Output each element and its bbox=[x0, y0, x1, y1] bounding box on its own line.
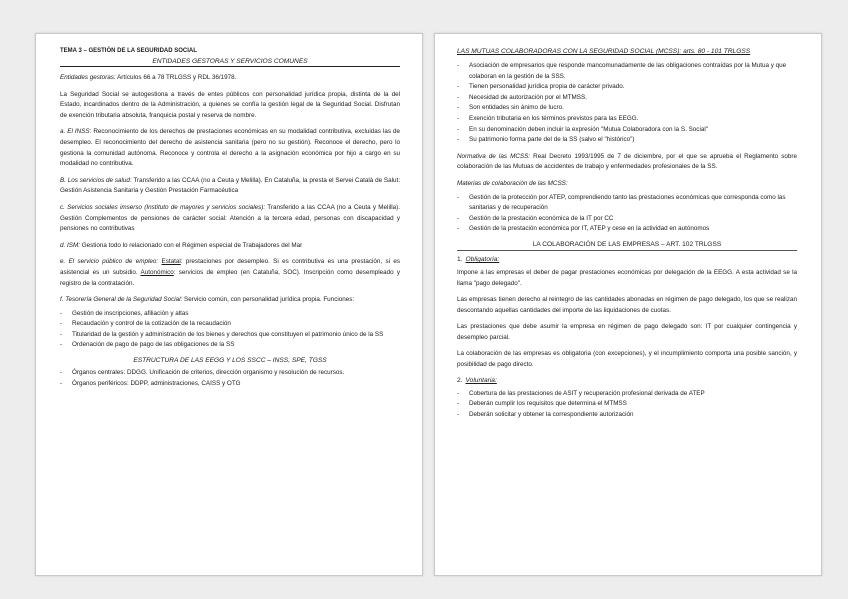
mutuas-list bbox=[457, 61, 797, 146]
para-obligatoria-4: La colaboración de las empresas es obligatoria (con excepciones), y el incumplimiento comporta una posible sanción, y posibilidad de pago directo. bbox=[457, 350, 797, 369]
para-obligatoria-3: Las prestaciones que debe asumir la empresa en régimen de pago delegado son: IT por cualquier contingencia y desempleo parcial. bbox=[457, 323, 797, 341]
section-title-entidades: ENTIDADES GESTORAS Y SERVICIOS COMUNES bbox=[60, 58, 400, 67]
subsection-voluntaria: 2. Voluntaria: bbox=[457, 376, 497, 384]
list-item: - Gestión de inscripciones, afiliación y altas bbox=[60, 309, 400, 320]
para-obligatoria-2: Las empresas tienen derecho al reintegro de las cantidades abonadas en régimen de pago delegado, los que se realizan descontando aquellas cantidades del importe de las liquidaciones de cuotas. bbox=[457, 296, 797, 314]
list-item: - Necesidad de autorización por el MTMSS. bbox=[457, 93, 797, 104]
para-normativa: Normativa de las MCSS: Real Decreto 1993/1995 de 7 de diciembre, por el que se aprueba el Reglamento sobre colaboración de las Mutuas de accidentes de trabajo y enfermedades profesionales de la SS. bbox=[457, 152, 798, 171]
list-item: - Deberán solicitar y obtener la correspondiente autorización bbox=[457, 410, 797, 421]
list-item: - Son entidades sin ánimo de lucro. bbox=[457, 103, 797, 114]
list-item: - Gestión de la protección por ATEP, comprendiendo tanto las prestaciones económicas que corresponda como las sanitarias y de recuperación bbox=[457, 193, 797, 214]
para-spe: e. El servicio público de empleo: Estatal: prestaciones por desempleo. Si es contributiva es una prestación, si es asistencial es un subsidio. Autonómico: servicios de empleo (en Cataluña, SOC). Inscripción como desempleado y registro de la contratación. bbox=[60, 258, 401, 287]
list-item: - En su denominación deben incluir la expresión "Mutua Colaboradora con la S. Social" bbox=[457, 125, 797, 136]
subsection-obligatoria: 1. Obligatoria: bbox=[457, 255, 500, 263]
para-inss: a. El INSS: Reconocimiento de los derechos de prestaciones económicas en su modalidad contributiva, excluidas las de desempleo. El reconocimiento del derecho de asistencia sanitaria (pero no su gestión). Reconoce el derecho, pero lo gestiona la comunidad autónoma. Reconoce y controla el derecho a la asignación económica por hijo a cargo en su modalidad no contributiva. bbox=[60, 128, 401, 168]
list-item: - Cobertura de las prestaciones de ASIT y recuperación profesional derivada de ATEP bbox=[457, 389, 797, 400]
list-item: - Exención tributaria en los términos previstos para las EEGG. bbox=[457, 114, 797, 125]
intro-paragraph: Entidades gestoras: Artículos 66 a 78 TRLGSS y RDL 36/1978. bbox=[60, 74, 237, 81]
list-item: - Su patrimonio forma parte del de la SS (salvo el "histórico") bbox=[457, 135, 797, 146]
para-imserso: c. Servicios sociales imserso (Instituto de mayores y servicios sociales): Transferido a las CCAA (no a Ceuta y Melilla). Gestión Complementos de pensiones de carácter social: Atención a la tercera edad, personas con discapacidad y pensiones no contributivas bbox=[60, 203, 400, 233]
para-obligatoria-1: Impone a las empresas el deber de pagar prestaciones económicas por delegación de la EEGG. A esta actividad se la llama "pago delegado". bbox=[457, 268, 797, 287]
section-title-mutuas: LAS MUTUAS COLABORADORAS CON LA SEGURIDAD SOCIAL (MCSS): arts. 80 - 101 TRLGSS bbox=[457, 48, 751, 55]
document-page-left bbox=[35, 33, 423, 576]
para-ism: d. ISM: Gestiona todo lo relacionado con el Régimen especial de Trabajadores del Mar bbox=[60, 241, 303, 249]
list-item: - Titularidad de la gestión y administración de los bienes y derechos que constituyen el patrimonio único de la SS bbox=[60, 330, 400, 341]
document-page-right bbox=[434, 33, 822, 576]
materias-heading: Materias de colaboración de las MCSS: bbox=[457, 179, 568, 187]
page-header: TEMA 3 – GESTIÓN DE LA SEGURIDAD SOCIAL bbox=[60, 48, 197, 54]
list-item: - Asociación de empresarios que responde mancomunadamente de las obligaciones contraídas por la Mutua y que colaboran en la gestión de la SSS. bbox=[457, 61, 797, 82]
list-item: - Tienen personalidad jurídica propia de carácter privado. bbox=[457, 82, 797, 93]
estructura-list bbox=[60, 368, 400, 389]
list-item: - Gestión de la prestación económica por IT, ATEP y cese en la actividad en autónomos bbox=[457, 224, 797, 235]
section-title-estructura: ESTRUCTURA DE LAS EEGG Y LOS SSCC – INSS, SPE, TGSS bbox=[133, 357, 327, 365]
list-item: - Ordenación de pago de pago de las obligaciones de la SS bbox=[60, 340, 400, 351]
voluntaria-list bbox=[457, 389, 797, 421]
para-autogestion: La Seguridad Social se autogestiona a través de entes públicos con personalidad jurídica propia, distinta de la del Estado, incardinados dentro de la Administración, a quienes se confía la gestión legal de la Seguridad Social. Disfrutan de exención tributaria absoluta, franquicia postal y reserva de nombre. bbox=[60, 90, 400, 119]
list-item: - Gestión de la prestación económica de la IT por CC bbox=[457, 214, 797, 225]
list-item: - Órganos centrales: DDGG. Unificación de criterios, dirección organismo y resolución de recursos. bbox=[60, 368, 400, 379]
section-title-empresas: LA COLABORACIÓN DE LAS EMPRESAS – ART. 102 TRLGSS bbox=[457, 241, 797, 251]
list-item: - Recaudación y control de la cotización de la recaudación bbox=[60, 319, 400, 330]
list-item: - Deberán cumplir los requisitos que determina el MTMSS bbox=[457, 399, 797, 410]
para-tgss: f. Tesorería General de la Seguridad Social: Servicio común, con personalidad jurídica propia. Funciones: bbox=[60, 296, 355, 304]
materias-list bbox=[457, 193, 797, 235]
para-servicios-salud: B. Los servicios de salud: Transferido a las CCAA (no a Ceuta y Melilla). En Cataluña, la presta el Servei Català de Salut: Gestión Asistencia Sanitaria y Gestión Prestación Farmacéutica bbox=[60, 176, 400, 195]
tgss-functions-list bbox=[60, 309, 400, 351]
list-item: - Órganos periféricos: DDPP, administraciones, CAISS y OTG bbox=[60, 379, 400, 390]
